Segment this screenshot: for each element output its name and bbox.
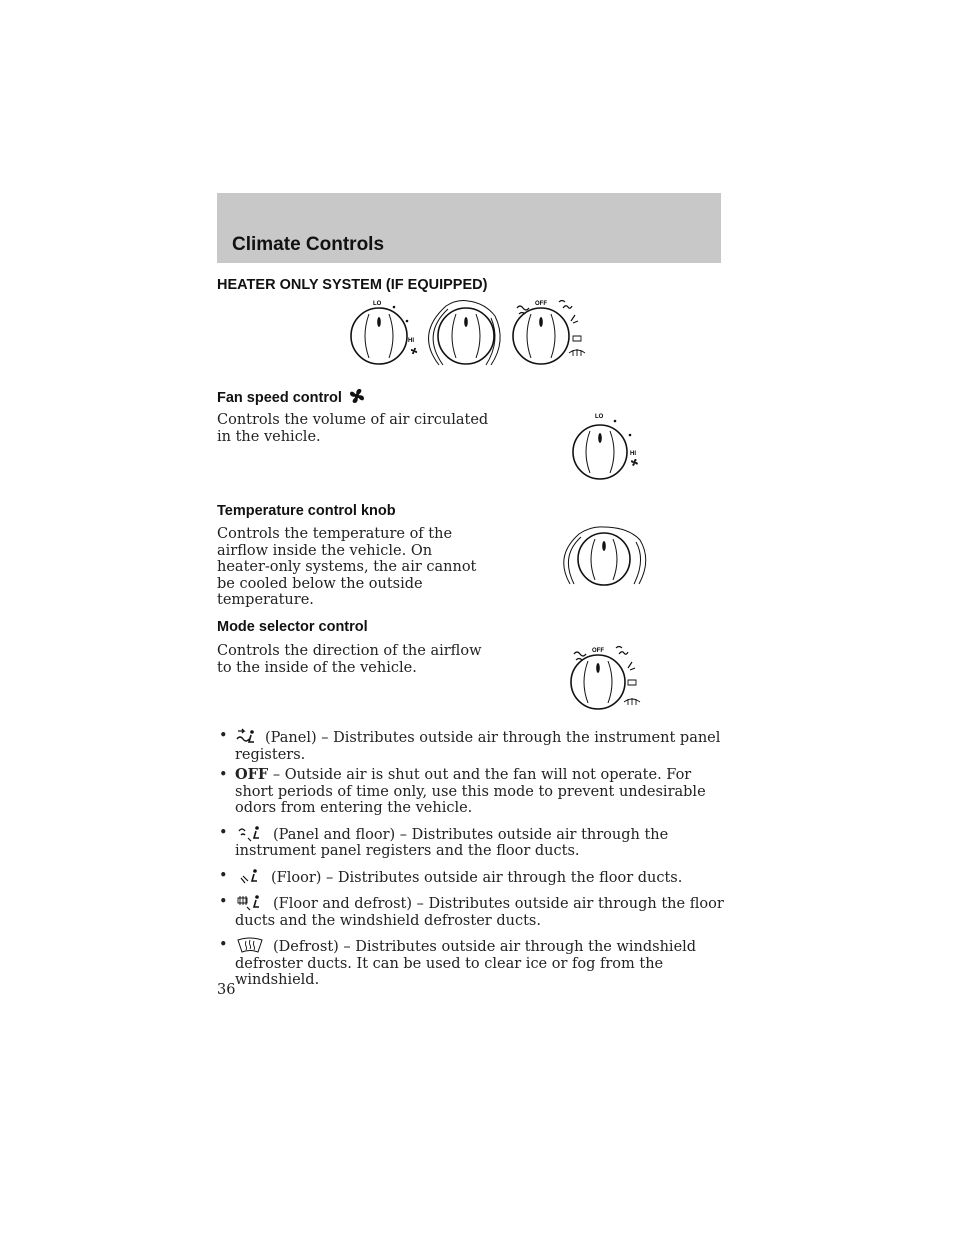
fan-speed-title <box>217 387 366 406</box>
panel-vent-icon <box>235 728 257 746</box>
fan-speed-knob-illustration <box>568 410 648 484</box>
temperature-line: Controls the temperature of the <box>217 526 453 542</box>
mode-line: Controls the direction of the airflow <box>217 643 482 659</box>
mode-bullet-list <box>217 728 727 989</box>
fan-speed-description <box>217 412 497 445</box>
fan-icon <box>631 459 638 466</box>
off-label: OFF <box>592 648 604 654</box>
floor-defrost-icon <box>235 894 265 912</box>
temperature-description <box>217 526 497 609</box>
section-title: HEATER ONLY SYSTEM (IF EQUIPPED) <box>217 277 488 293</box>
page-number: 36 <box>217 982 236 998</box>
temperature-knob <box>429 301 501 365</box>
page-title: Climate Controls <box>232 234 385 255</box>
list-item: • (Defrost) – Distributes outside air through the windshield defroster ducts. It can be used to clear ice or fog from the windshield. <box>219 937 697 988</box>
heater-controls-illustration <box>345 296 595 370</box>
hi-label: HI <box>408 338 414 344</box>
list-item: • OFF – Outside air is shut out and the fan will not operate. For short periods of time only, use this mode to prevent undesirable odors from entering the vehicle. <box>219 766 706 816</box>
bullet-text: (Floor) – Distributes outside air through the floor ducts. <box>271 869 683 886</box>
panel-floor-icon <box>235 825 265 843</box>
bullet-text: (Floor and defrost) – Distributes outside air through the floor ducts and the windshield defroster ducts. <box>235 896 724 929</box>
mode-description <box>217 643 497 676</box>
fan-icon <box>348 387 366 405</box>
list-item: • (Floor) – Distributes outside air through the floor ducts. <box>219 867 683 886</box>
mode-selector-knob-illustration <box>568 640 648 714</box>
fan-speed-knob <box>351 301 417 364</box>
mode-selector-knob <box>513 301 585 365</box>
floor-icon <box>235 868 263 886</box>
mode-line: to the inside of the vehicle. <box>217 659 417 676</box>
fan-icon <box>411 348 417 354</box>
fan-speed-title-text: Fan speed control <box>217 390 342 406</box>
lo-label: LO <box>595 414 604 420</box>
defrost-icon <box>235 937 265 955</box>
bullet-text: (Panel) – Distributes outside air through the instrument panel registers. <box>235 730 721 763</box>
hi-label: HI <box>630 451 636 457</box>
temperature-knob-illustration <box>560 524 650 588</box>
fan-speed-line: Controls the volume of air circulated <box>217 412 489 428</box>
bullet-lead: OFF <box>235 766 269 783</box>
temperature-title: Temperature control knob <box>217 503 396 519</box>
list-item: • (Panel and floor) – Distributes outside air through the instrument panel registers and the floor ducts. <box>219 824 669 859</box>
lo-label: LO <box>373 301 382 307</box>
temperature-line: temperature. <box>217 592 314 608</box>
list-item: • (Floor and defrost) – Distributes outside air through the floor ducts and the windshield defroster ducts. <box>219 894 724 929</box>
temperature-line: heater-only systems, the air cannot <box>217 559 477 575</box>
fan-speed-line: in the vehicle. <box>217 428 321 445</box>
temperature-line: be cooled below the outside <box>217 575 423 592</box>
list-item: • (Panel) – Distributes outside air through the instrument panel registers. <box>219 728 721 763</box>
temperature-line: airflow inside the vehicle. On <box>217 542 433 559</box>
bullet-text: (Defrost) – Distributes outside air through the windshield defroster ducts. It can be used to clear ice or fog from the windshield. <box>235 939 697 988</box>
bullet-text: (Panel and floor) – Distributes outside air through the instrument panel registers and the floor ducts. <box>235 826 669 859</box>
mode-title: Mode selector control <box>217 619 368 635</box>
off-label: OFF <box>535 301 547 307</box>
bullet-text: – Outside air is shut out and the fan will not operate. For short periods of time only, use this mode to prevent undesirable odors from entering the vehicle. <box>235 767 706 816</box>
